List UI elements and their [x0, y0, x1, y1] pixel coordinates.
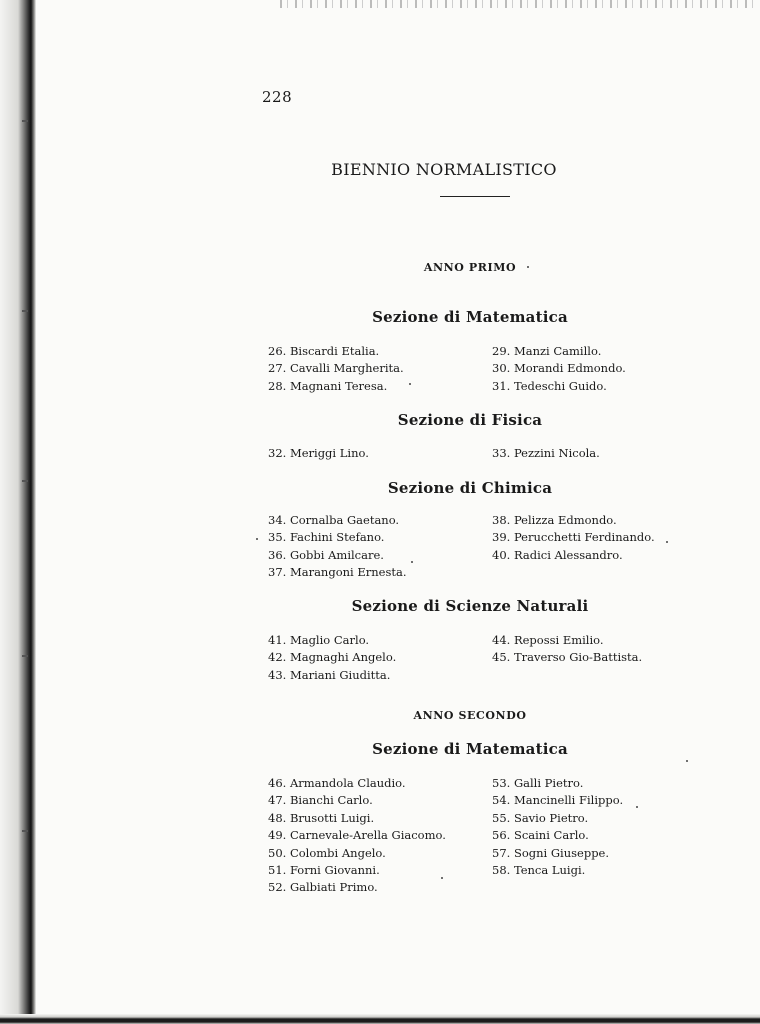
student-entry: 58. Tenca Luigi. — [492, 862, 586, 877]
page-title: BIENNIO NORMALISTICO — [331, 160, 557, 179]
student-entry: 48. Brusotti Luigi. — [268, 810, 375, 825]
student-column-right — [492, 343, 626, 395]
scan-artifact — [22, 830, 28, 832]
student-entry: 34. Cornalba Gaetano. — [268, 513, 400, 527]
student-entry: 33. Pezzini Nicola. — [492, 446, 600, 460]
student-entry: 26. Biscardi Etalia. — [268, 344, 380, 358]
section-heading: Sezione di Scienze Naturali — [351, 597, 589, 615]
student-entry: 35. Fachini Stefano. — [268, 530, 385, 545]
student-column-left — [268, 775, 446, 897]
section-heading: Sezione di Fisica — [397, 411, 543, 429]
student-entry: 44. Repossi Emilio. — [492, 633, 604, 647]
student-entry: 41. Maglio Carlo. — [268, 633, 370, 647]
student-column-left — [268, 512, 407, 582]
binding-edge — [0, 0, 36, 1024]
scan-speck — [256, 538, 258, 540]
student-column-right — [492, 775, 623, 879]
student-entry: 30. Morandi Edmondo. — [492, 361, 626, 376]
student-entry: 40. Radici Alessandro. — [492, 547, 623, 562]
student-entry: 52. Galbiati Primo. — [268, 880, 378, 895]
student-entry: 28. Magnani Teresa. — [268, 378, 388, 393]
year-heading: ANNO PRIMO — [423, 261, 517, 274]
student-entry: 43. Mariani Giuditta. — [268, 667, 391, 682]
section-heading: Sezione di Matematica — [372, 740, 568, 758]
student-entry: 37. Marangoni Ernesta. — [268, 565, 407, 580]
student-column-left — [268, 343, 404, 395]
student-entry: 55. Savio Pietro. — [492, 810, 589, 825]
student-entry: 29. Manzi Camillo. — [492, 344, 602, 358]
student-column-right — [492, 512, 655, 564]
section-heading: Sezione di Matematica — [372, 308, 568, 326]
student-entry: 53. Galli Pietro. — [492, 776, 584, 790]
student-entry: 46. Armandola Claudio. — [268, 776, 406, 790]
student-entry: 32. Meriggi Lino. — [268, 446, 369, 460]
scan-speck — [409, 383, 411, 385]
student-entry: 31. Tedeschi Guido. — [492, 378, 607, 393]
scan-top-edge — [280, 0, 760, 8]
student-entry: 57. Sogni Giuseppe. — [492, 845, 610, 860]
scan-artifact — [22, 655, 28, 657]
scan-bottom-edge — [0, 1014, 760, 1024]
student-entry: 39. Perucchetti Ferdinando. — [492, 530, 655, 545]
student-entry: 50. Colombi Angelo. — [268, 845, 386, 860]
title-rule — [440, 196, 510, 197]
student-entry: 56. Scaini Carlo. — [492, 828, 589, 843]
scan-artifact — [22, 120, 28, 122]
scan-speck — [686, 760, 688, 762]
scan-speck — [411, 561, 413, 563]
page-number: 228 — [262, 88, 293, 106]
student-column-left — [268, 632, 396, 684]
student-entry: 54. Mancinelli Filippo. — [492, 793, 624, 808]
student-entry: 47. Bianchi Carlo. — [268, 793, 373, 808]
section-heading: Sezione di Chimica — [387, 479, 553, 497]
student-entry: 49. Carnevale-Arella Giacomo. — [268, 828, 446, 843]
scan-speck — [666, 541, 668, 543]
scan-speck — [636, 806, 638, 808]
student-entry: 51. Forni Giovanni. — [268, 862, 380, 877]
student-entry: 27. Cavalli Margherita. — [268, 361, 404, 376]
student-entry: 45. Traverso Gio-Battista. — [492, 650, 643, 665]
year-heading: ANNO SECONDO — [413, 709, 527, 722]
student-column-right — [492, 445, 600, 462]
student-column-right — [492, 632, 642, 667]
student-entry: 36. Gobbi Amilcare. — [268, 547, 384, 562]
student-entry: 42. Magnaghi Angelo. — [268, 650, 397, 665]
student-column-left — [268, 445, 369, 462]
student-entry: 38. Pelizza Edmondo. — [492, 513, 617, 527]
